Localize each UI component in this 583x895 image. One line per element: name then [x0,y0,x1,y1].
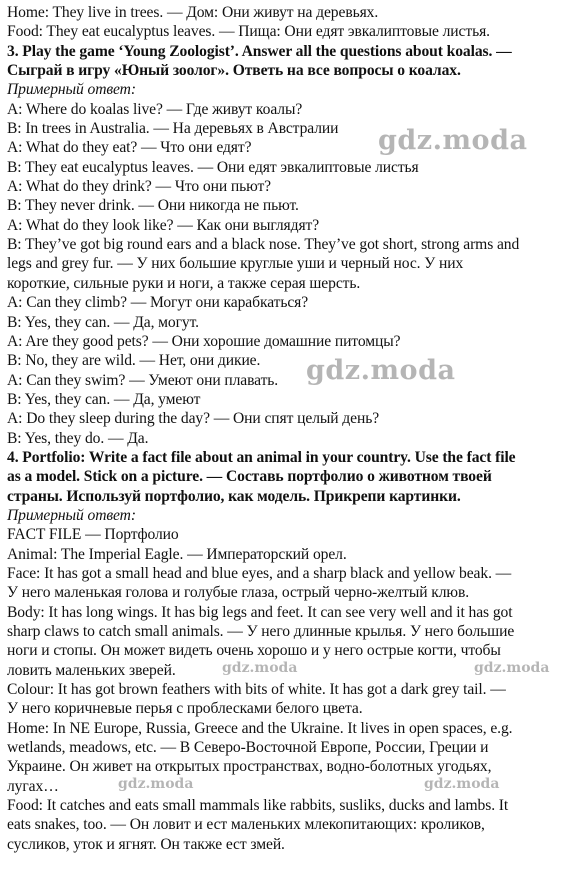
task-3-heading-ru: Сыграй в игру «Юный зоолог». Ответь на все вопросы о коалах. [7,62,461,80]
dialogue-line: B: Yes, they do. — Да. [7,429,149,447]
fact-file-line: Украине. Он живет на открытых пространствах, водно-болотных угодьях, [7,758,492,776]
fact-file-line: лугах… [7,777,59,795]
dialogue-line: A: Can they swim? — Умеют они плавать. [7,371,279,389]
fact-file-line: У него коричневые перья с проблесками белого цвета. [7,700,363,718]
dialogue-line: A: What do they drink? — Что они пьют? [7,178,272,196]
fact-file-line: sharp claws to catch small animals. — У него длинные крылья. У него большие [7,623,515,640]
dialogue-line: A: Can they climb? — Могут они карабкаться? [7,294,309,312]
fact-file-line: wetlands, meadows, etc. — В Северо-Восточной Европе, России, Греции и [7,739,489,757]
dialogue-line: B: No, they are wild. — Нет, они дикие. [7,352,261,370]
fact-file-line: Colour: It has got brown feathers with bits of white. It has got a dark grey tail. — [7,681,506,699]
fact-file-line: сусликов, уток и ягнят. Он также ест змей. [7,835,285,853]
text-line-food-koala: Food: They eat eucalyptus leaves. — Пища: Они едят эвкалиптовые листья. [7,23,490,41]
watermark: gdz.moda [118,776,194,792]
dialogue-line: B: In trees in Australia. — На деревьях в Австралии [7,120,339,138]
dialogue-line: legs and grey fur. — У них большие круглые уши и черный нос. У них [7,255,464,273]
dialogue-line: A: Are they good pets? — Они хорошие домашние питомцы? [7,332,401,350]
dialogue-line: A: Where do koalas live? — Где живут коалы? [7,100,303,118]
fact-file-title: FACT FILE — Портфолио [7,526,179,544]
task-3-heading: 3. Play the game ‘Young Zoologist’. Answer all the questions about koalas. — [7,42,512,60]
dialogue-line: A: Do they sleep during the day? — Они спят целый день? [7,410,380,428]
dialogue-line: B: They eat eucalyptus leaves. — Они едят эвкалиптовые листья [7,158,419,176]
task-4-heading: 4. Portfolio: Write a fact file about an animal in your country. Use the fact file [7,448,516,466]
dialogue-line: B: Yes, they can. — Да, могут. [7,313,199,331]
fact-file-line: У него маленькая голова и голубые глаза, острый черно-желтый клюв. [7,584,470,602]
fact-file-line: Face: It has got a small head and blue eyes, and a sharp black and yellow beak. — [7,564,512,582]
watermark: gdz.moda [306,355,456,386]
fact-file-line: Body: It has long wings. It has big legs and feet. It can see very well and it has got [7,603,513,621]
sample-answer-label: Примерный ответ: [7,81,136,99]
dialogue-line: B: They never drink. — Они никогда не пьют. [7,197,299,215]
dialogue-line: A: What do they eat? — Что они едят? [7,139,252,157]
task-4-heading: as a model. Stick on a picture. — Составь портфолио о животном твоей [7,468,492,486]
dialogue-line: короткие, сильные руки и ноги, а также серая шерсть. [7,274,361,292]
watermark: gdz.moda [222,660,298,676]
sample-answer-label: Примерный ответ: [7,506,136,524]
watermark: gdz.moda [378,125,528,156]
watermark: gdz.moda [474,660,550,676]
fact-file-line: ловить маленьких зверей. [7,661,176,679]
dialogue-line: B: They’ve got big round ears and a black nose. They’ve got short, strong arms and [7,236,520,254]
dialogue-line: A: What do they look like? — Как они выглядят? [7,216,320,234]
fact-file-line: eats snakes, too. — Он ловит и ест маленьких млекопитающих: кроликов, [7,816,485,834]
fact-file-line: Animal: The Imperial Eagle. — Императорский орел. [7,545,347,563]
dialogue-line: B: Yes, they can. — Да, умеют [7,390,201,408]
watermark: gdz.moda [424,776,500,792]
fact-file-line: Home: In NE Europe, Russia, Greece and the Ukraine. It lives in open spaces, e.g. [7,719,513,737]
task-4-heading: страны. Используй портфолио, как модель. Прикрепи картинки. [7,487,461,505]
text-line-home-koala: Home: They live in trees. — Дом: Они живут на деревьях. [7,4,379,21]
fact-file-line: Food: It catches and eats small mammals like rabbits, susliks, ducks and lambs. It [7,797,509,815]
fact-file-line: ноги и стопы. Он может видеть очень хорошо и у него острые когти, чтобы [7,642,501,660]
